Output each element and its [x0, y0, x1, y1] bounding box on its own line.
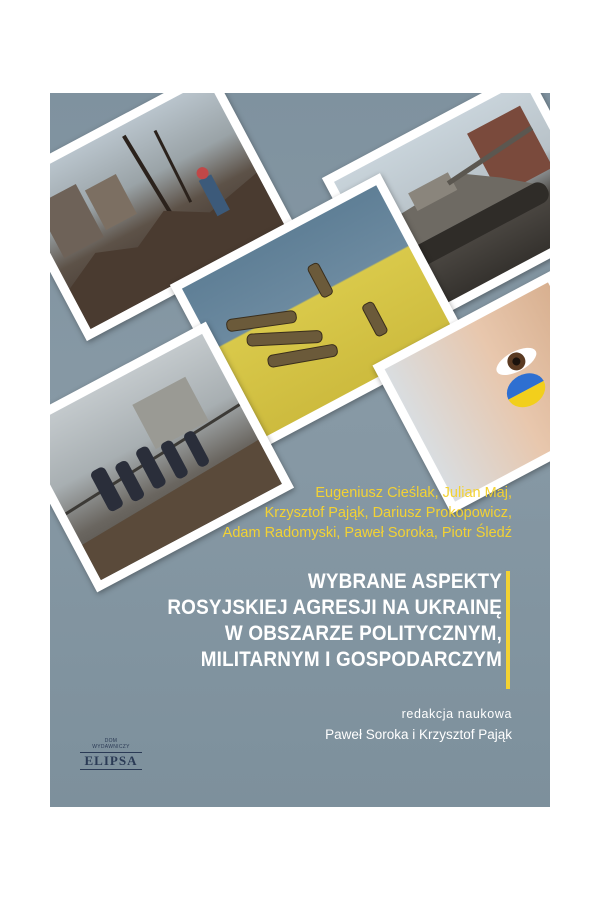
- edition-info: [212, 707, 512, 742]
- title-line: W OBSZARZE POLITYCZNYM,: [224, 622, 502, 645]
- edition-label: redakcja naukowa: [401, 707, 512, 721]
- authors: [92, 483, 512, 543]
- authors-line: Eugeniusz Cieślak, Julian Maj,: [315, 485, 512, 501]
- publisher-small-text: DOM: [104, 738, 118, 744]
- book-title: [106, 569, 502, 673]
- title-line: MILITARNYM I GOSPODARCZYM: [200, 648, 502, 671]
- editors: Paweł Soroka i Krzysztof Pająk: [325, 727, 512, 742]
- book-cover: [50, 93, 550, 807]
- publisher-name: ELIPSA: [80, 752, 142, 770]
- authors-line: Adam Radomyski, Paweł Soroka, Piotr Śledź: [222, 525, 512, 541]
- title-line: WYBRANE ASPEKTY: [307, 570, 502, 593]
- title-line: ROSYJSKIEJ AGRESJI NA UKRAINĘ: [167, 596, 503, 619]
- authors-line: Krzysztof Pająk, Dariusz Prokopowicz,: [264, 505, 512, 521]
- publisher-small-text: WYDAWNICZY: [92, 744, 130, 750]
- publisher-logo: [80, 738, 142, 770]
- title-accent-bar: [506, 571, 510, 689]
